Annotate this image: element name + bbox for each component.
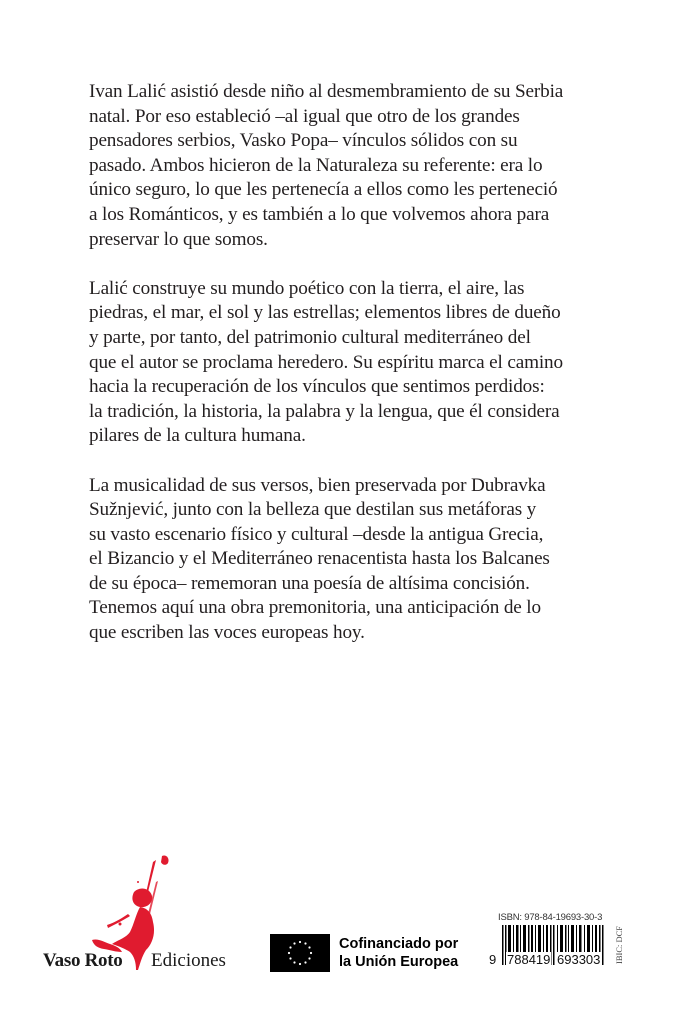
text-line: preservar lo que somos. — [89, 228, 268, 250]
text-line: a los Románticos, y es también a lo que volvemos ahora para — [89, 203, 550, 225]
text-line: su vasto escenario físico y cultural –desde la antigua Grecia, — [89, 523, 544, 545]
publisher-name: Vaso Roto — [43, 950, 123, 971]
text-line: Tenemos aquí una obra premonitoria, una anticipación de lo — [89, 597, 541, 619]
paragraph-3 — [89, 474, 649, 646]
publisher-logo — [40, 840, 240, 980]
text-line: la tradición, la historia, la palabra y la lengua, que él considera — [89, 400, 560, 422]
text-line: Ivan Lalić asistió desde niño al desmembramiento de su Serbia — [89, 81, 564, 102]
ibic-code: IBIC: DCF — [614, 925, 624, 964]
text-line: de su época– rememoran una poesía de altísima concisión. — [89, 572, 530, 594]
eu-line-1: Cofinanciado por — [339, 936, 459, 952]
isbn-digits-group-1: 788419 — [507, 952, 551, 967]
eu-flag-icon — [270, 934, 330, 972]
isbn-digit-first: 9 — [489, 952, 497, 967]
text-line: pilares de la cultura humana. — [89, 425, 306, 447]
text-line: pensadores serbios, Vasko Popa– vínculos sólidos con su — [89, 130, 518, 152]
text-line: que escriben las voces europeas hoy. — [89, 622, 365, 644]
text-line: hacia la recuperación de los vínculos que sentimos perdidos: — [89, 376, 545, 398]
paragraph-1 — [89, 80, 649, 252]
back-cover-text — [89, 80, 649, 670]
text-line: piedras, el mar, el sol y las estrellas; elementos libres de dueño — [89, 302, 561, 324]
eu-funding-text — [339, 935, 458, 971]
text-line: La musicalidad de sus versos, bien preservada por Dubravka — [89, 474, 546, 496]
text-line: único seguro, lo que les pertenecía a ellos como les perteneció — [89, 179, 558, 201]
text-line: Lalić construye su mundo poético con la tierra, el aire, las — [89, 277, 525, 299]
text-line: natal. Por eso estableció –al igual que otro de los grandes — [89, 105, 520, 127]
eu-line-2: la Unión Europea — [339, 954, 459, 970]
eu-funding-badge — [270, 934, 460, 974]
text-line: Sužnjević, junto con la belleza que destilan sus metáforas y — [89, 499, 537, 521]
text-line: que el autor se proclama heredero. Su espíritu marca el camino — [89, 351, 563, 373]
publisher-subtitle: Ediciones — [151, 950, 226, 971]
text-line: el Bizancio y el Mediterráneo renacentista hasta los Balcanes — [89, 548, 550, 570]
text-line: pasado. Ambos hicieron de la Naturaleza su referente: era lo — [89, 154, 543, 176]
isbn-barcode-block — [490, 912, 630, 982]
paragraph-2 — [89, 277, 649, 449]
isbn-label: ISBN: 978-84-19693-30-3 — [498, 912, 603, 923]
isbn-digits-group-2: 693303 — [557, 952, 601, 967]
text-line: y parte, por tanto, del patrimonio cultural mediterráneo del — [89, 326, 531, 348]
